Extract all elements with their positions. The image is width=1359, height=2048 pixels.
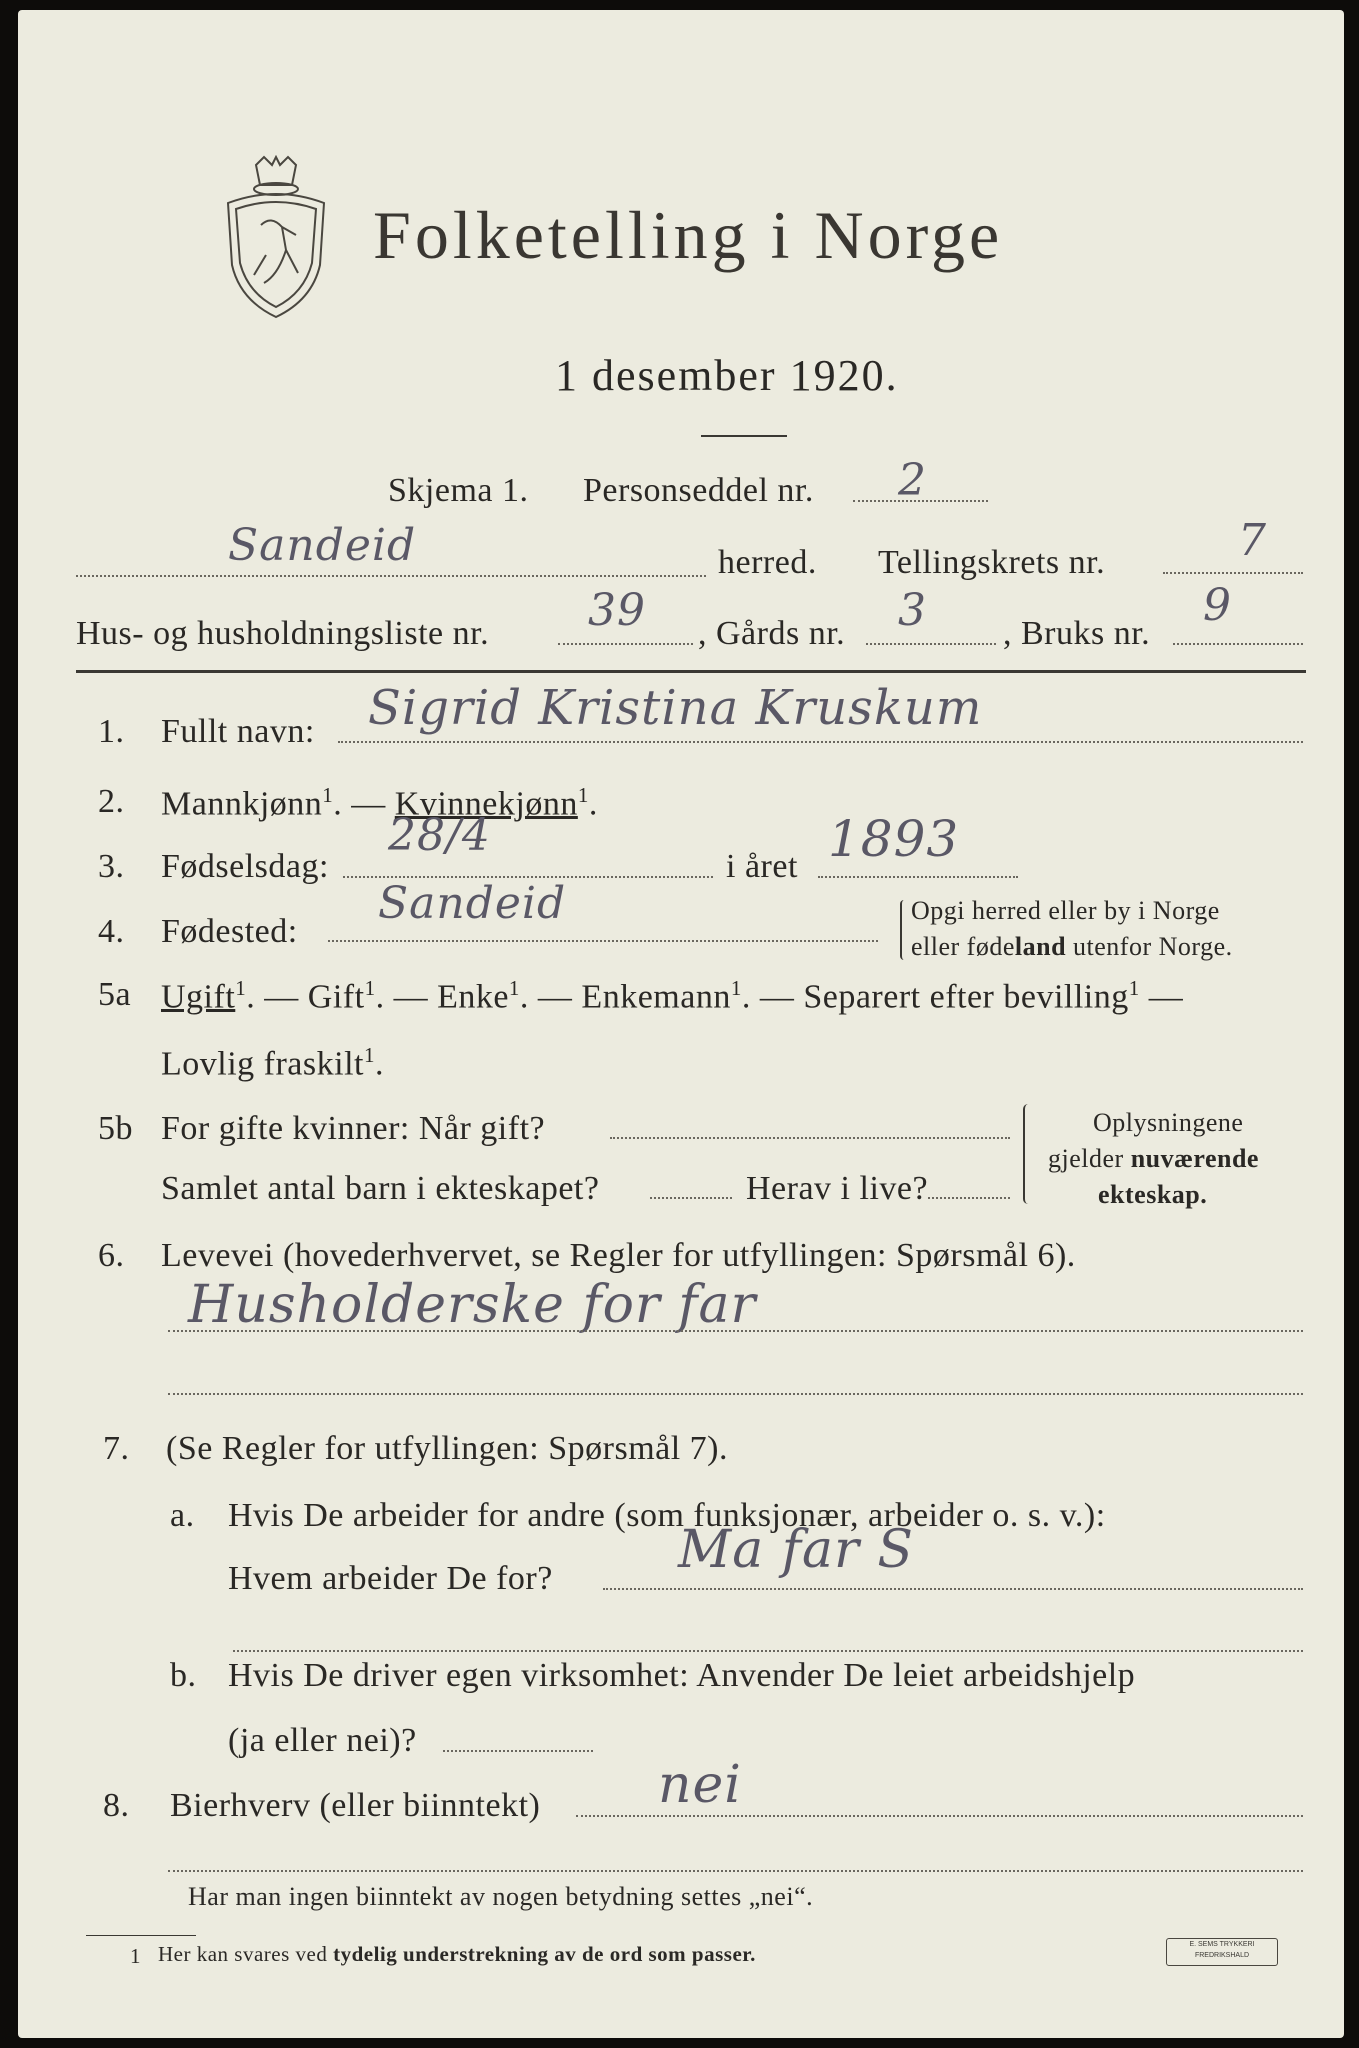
- q4-note-line1: Opgi herred eller by i Norge: [911, 896, 1220, 925]
- option-lovlig-fraskilt: Lovlig fraskilt: [161, 1045, 364, 1083]
- census-form-page: [18, 10, 1344, 2038]
- personseddel-value: 2: [898, 455, 927, 506]
- q8-line: [576, 1815, 1303, 1817]
- bruks-label: , Bruks nr.: [1003, 615, 1151, 652]
- q7b-line2: (ja eller nei)?: [228, 1722, 417, 1759]
- q7a-line2-fill: [603, 1588, 1303, 1590]
- option-separert: Separert efter bevilling: [803, 978, 1129, 1016]
- personseddel-label: Personseddel nr.: [583, 472, 814, 509]
- q3-year-label: i året: [726, 848, 798, 885]
- option-ugift: Ugift: [161, 978, 236, 1016]
- option-kvinnekjonn: Kvinnekjønn: [394, 785, 578, 823]
- q6-line2: [168, 1393, 1303, 1395]
- tellingskrets-line: [1163, 572, 1303, 574]
- q7a-number: a.: [170, 1497, 195, 1534]
- q7a-line3: [233, 1650, 1303, 1652]
- q3-label: Fødselsdag:: [161, 848, 329, 885]
- header-divider: [76, 670, 1306, 673]
- tellingskrets-label: Tellingskrets nr.: [878, 544, 1106, 581]
- herred-value: Sandeid: [228, 520, 417, 571]
- q7a-line1: Hvis De arbeider for andre (som funksjonær, arbeider o. s. v.):: [228, 1497, 1106, 1534]
- footnote-divider: [86, 1935, 196, 1936]
- q5b-line2b: Herav i live?: [746, 1170, 929, 1207]
- q7-label: (Se Regler for utfyllingen: Spørsmål 7).: [166, 1430, 729, 1467]
- q5b-line2b-fill: [928, 1197, 1010, 1199]
- hus-value: 39: [588, 585, 646, 636]
- option-enkemann: Enkemann: [581, 978, 731, 1016]
- q5b-line1-fill: [610, 1137, 1010, 1139]
- q4-note-brace: [900, 900, 908, 960]
- q3-year-line: [818, 876, 1018, 878]
- q5a-number: 5a: [98, 976, 132, 1013]
- q8-number: 8.: [103, 1787, 130, 1824]
- gards-value: 3: [898, 585, 927, 636]
- q4-value: Sandeid: [378, 878, 567, 929]
- q5b-line1: For gifte kvinner: Når gift?: [161, 1110, 546, 1147]
- q1-number: 1.: [98, 713, 125, 750]
- printer-stamp: E. SEMS TRYKKERI FREDRIKSHALD: [1166, 1938, 1278, 1966]
- q4-note-line2: eller fødeland utenfor Norge.: [911, 932, 1233, 961]
- option-mannkjonn: Mannkjønn: [161, 785, 323, 823]
- q7b-line1: Hvis De driver egen virksomhet: Anvender De leiet arbeidshjelp: [228, 1657, 1136, 1694]
- title-divider: [701, 435, 787, 437]
- q3-number: 3.: [98, 848, 125, 885]
- q6-number: 6.: [98, 1237, 125, 1274]
- herred-label: herred.: [718, 544, 817, 581]
- q5b-line2-fill: [650, 1197, 732, 1199]
- q7b-number: b.: [170, 1657, 197, 1694]
- q5b-line2: Samlet antal barn i ekteskapet?: [161, 1170, 600, 1207]
- q5b-note3: ekteskap.: [1098, 1180, 1208, 1209]
- q1-label: Fullt navn:: [161, 713, 315, 750]
- q5a-options: Ugift$^1$. — Gift$^1$. — Enke$^1$. — Enkemann$^1$. — Separert efter bevilling$^1$ —: [161, 976, 1184, 1016]
- option-gift: Gift: [307, 978, 365, 1016]
- q1-value: Sigrid Kristina Kruskum: [368, 680, 983, 736]
- q7-number: 7.: [103, 1430, 130, 1467]
- q5b-note-brace: [1023, 1104, 1033, 1204]
- q3-year-value: 1893: [828, 810, 960, 868]
- q6-label: Levevei (hovederhvervet, se Regler for utfyllingen: Spørsmål 6).: [161, 1237, 1076, 1274]
- q2-options: Mannkjønn$^1$. — Kvinnekjønn$^1$.: [161, 783, 598, 823]
- q6-line1: [168, 1330, 1303, 1332]
- q4-number: 4.: [98, 913, 125, 950]
- skjema-label: Skjema 1.: [388, 472, 529, 509]
- q7b-line2-fill: [443, 1750, 593, 1752]
- q5b-note1: Oplysningene: [1093, 1108, 1244, 1137]
- footnote-number: 1: [130, 1944, 141, 1968]
- q4-label: Fødested:: [161, 913, 298, 950]
- q8-line2: [168, 1870, 1303, 1872]
- q8-value: nei: [658, 1755, 742, 1815]
- bruks-line: [1173, 643, 1303, 645]
- footer-note: Har man ingen biinntekt av nogen betydning settes „nei“.: [188, 1882, 814, 1911]
- coat-of-arms-icon: [216, 155, 336, 325]
- q5b-note2: gjelder nuværende: [1048, 1144, 1259, 1173]
- q5a-options-cont: Lovlig fraskilt$^1$.: [161, 1043, 384, 1083]
- hus-label: Hus- og husholdningsliste nr.: [76, 615, 490, 652]
- option-enke: Enke: [437, 978, 509, 1016]
- bruks-value: 9: [1203, 580, 1232, 631]
- q6-value: Husholderske for far: [188, 1275, 757, 1335]
- q7a-line2: Hvem arbeider De for?: [228, 1560, 553, 1597]
- census-date: 1 desember 1920.: [555, 351, 899, 400]
- gards-line: [866, 643, 996, 645]
- form-title: Folketelling i Norge: [373, 197, 1004, 273]
- q8-label: Bierhverv (eller biinntekt): [170, 1787, 541, 1824]
- q5b-number: 5b: [98, 1110, 133, 1147]
- footnote-text: Her kan svares ved tydelig understrekning av de ord som passer.: [158, 1942, 756, 1966]
- tellingskrets-value: 7: [1238, 515, 1267, 566]
- gards-label: , Gårds nr.: [698, 615, 846, 652]
- q7a-value: Ma far S: [678, 1520, 915, 1580]
- herred-line: [76, 575, 706, 577]
- q2-number: 2.: [98, 783, 125, 820]
- q4-line: [328, 940, 878, 942]
- hus-line: [558, 643, 693, 645]
- q3-date-value: 28/4: [388, 810, 491, 861]
- q1-line: [338, 741, 1303, 743]
